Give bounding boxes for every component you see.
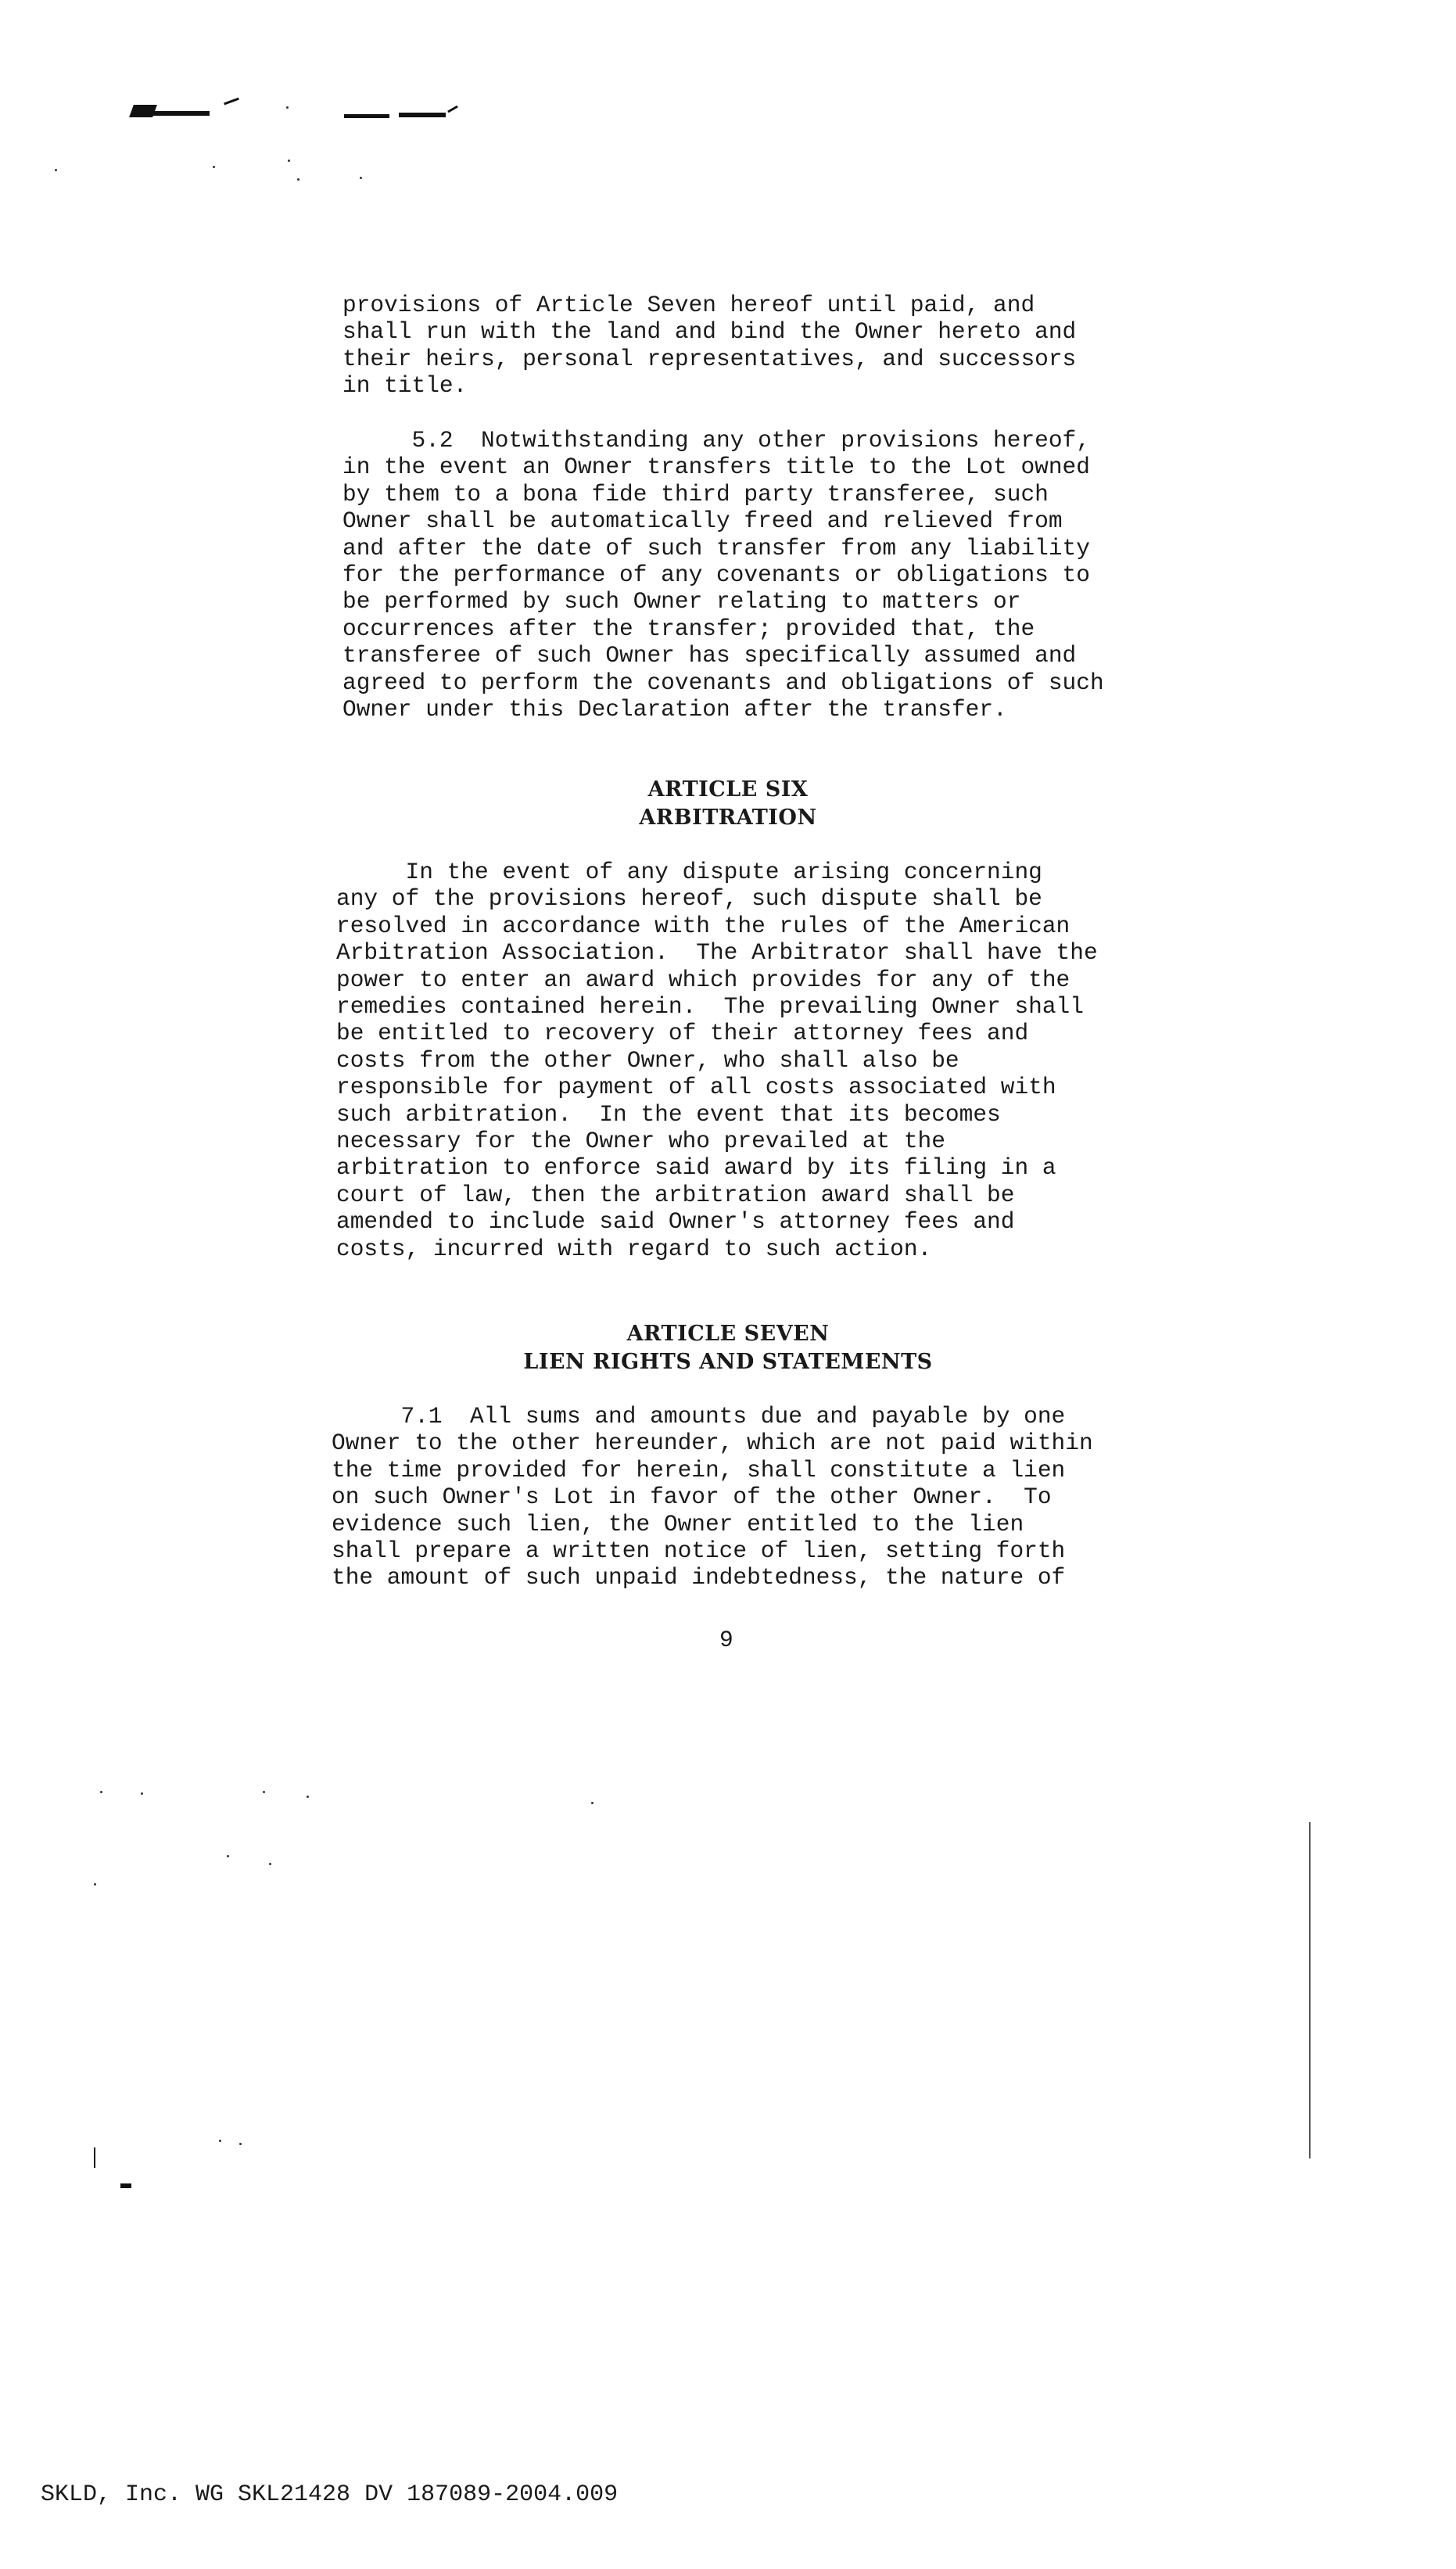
scan-speck xyxy=(227,1855,229,1857)
scan-mark-top-left-3 xyxy=(224,98,239,106)
scan-speck xyxy=(360,177,362,179)
paragraph-continuation: provisions of Article Seven hereof until paid, and shall run with the land and bind the Owner hereto and their heirs, personal representatives, and successors in title. xyxy=(342,292,1077,400)
scan-mark-top-mid-3 xyxy=(447,106,458,113)
page-number: 9 xyxy=(719,1627,733,1653)
scan-speck xyxy=(307,1796,309,1798)
scan-speck xyxy=(263,1791,265,1793)
scan-speck xyxy=(591,1802,594,1804)
scan-speck xyxy=(213,166,215,168)
scan-speck xyxy=(239,2143,242,2145)
scan-mark-top-mid xyxy=(344,114,389,118)
scan-speck xyxy=(288,160,290,162)
article-six-title: ARBITRATION xyxy=(639,806,817,830)
article-six-number: ARTICLE SIX xyxy=(647,777,809,802)
scan-speck xyxy=(141,1792,143,1795)
document-footer: SKLD, Inc. WG SKL21428 DV 187089-2004.009 xyxy=(41,2481,619,2508)
scan-mark-left xyxy=(94,2147,95,2168)
article-seven-title: LIEN RIGHTS AND STATEMENTS xyxy=(523,1350,933,1374)
scan-speck xyxy=(286,106,289,109)
article-seven-body: 7.1 All sums and amounts due and payable by one Owner to the other hereunder, which are not paid within the time provided for herein, shall constitute a lien on such Owner's Lot in favor of the other Owner. To evidence such lien, the Owner entitled to the lien shall prepare a written notice of lien, setting forth the amount of such unpaid indebtedness, the nature of xyxy=(332,1403,1093,1591)
article-six-body: In the event of any dispute arising concerning any of the provisions hereof, such dispute shall be resolved in accordance with the rules of the American Arbitration Association. The Arbitrator shall have the power to enter an award which provides for any of the remedies contained herein. The prevailing Owner shall be entitled to recovery of their attorney fees and costs from the other Owner, who shall also be responsible for payment of all costs associated with such arbitration. In the event that its becomes necessary for the Owner who prevailed at the arbitration to enforce said award by its filing in a court of law, then the arbitration award shall be amended to include said Owner's attorney fees and costs, incurred with regard to such action. xyxy=(336,859,1098,1262)
scan-speck xyxy=(219,2140,221,2142)
paragraph-5-2: 5.2 Notwithstanding any other provisions hereof, in the event an Owner transfers title to the Lot owned by them to a bona fide third party transferee, such Owner shall be automatically freed and relieved from and after the date of such transfer from any liability for the performance of any covenants or obligations to be performed by such Owner relating to matters or occurrences after the transfer; provided that, the transferee of such Owner has specifically assumed and agreed to perform the covenants and obligations of such Owner under this Declaration after the transfer. xyxy=(342,427,1104,723)
scan-speck xyxy=(297,178,299,181)
scan-mark-left-2 xyxy=(120,2183,131,2188)
scan-edge-line xyxy=(1309,1822,1311,2158)
scan-speck xyxy=(100,1791,102,1793)
scan-speck xyxy=(94,1883,96,1885)
scan-mark-top-left-2 xyxy=(153,111,210,116)
article-seven-number: ARTICLE SEVEN xyxy=(626,1322,830,1346)
scan-mark-top-mid-2 xyxy=(399,113,446,117)
scan-speck xyxy=(269,1863,271,1865)
scan-speck xyxy=(55,169,57,171)
